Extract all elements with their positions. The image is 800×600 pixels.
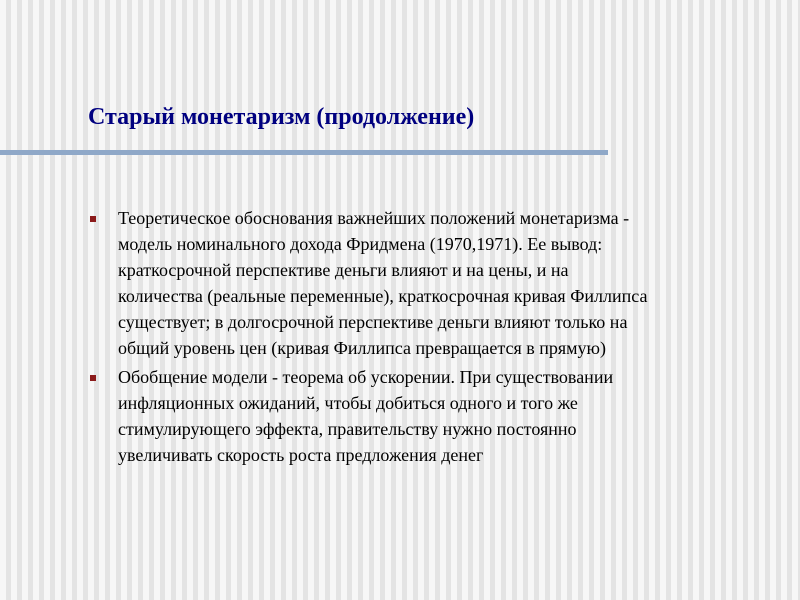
bullet-line: модель номинального дохода Фридмена (1970,1971). Ее вывод: — [118, 234, 603, 254]
bullet-line: инфляционных ожиданий, чтобы добиться одного и того же — [118, 393, 578, 413]
title-underline-rule — [0, 150, 608, 155]
bullet-item — [88, 364, 768, 468]
bullet-line: существует; в долгосрочной перспективе деньги влияют только на — [118, 312, 628, 332]
bullet-line: общий уровень цен (кривая Филлипса превращается в прямую) — [118, 338, 606, 358]
square-bullet-icon — [88, 205, 118, 231]
bullet-list — [88, 205, 768, 471]
bullet-line: стимулирующего эффекта, правительству нужно постоянно — [118, 419, 577, 439]
bullet-line: Обобщение модели - теорема об ускорении. При существовании — [118, 367, 614, 387]
bullet-text — [118, 205, 647, 361]
bullet-item — [88, 205, 768, 361]
bullet-line: количества (реальные переменные), краткосрочная кривая Филлипса — [118, 286, 648, 306]
bullet-line: Теоретическое обоснования важнейших положений монетаризма - — [118, 208, 630, 228]
square-bullet-icon — [88, 364, 118, 390]
bullet-line: краткосрочной перспективе деньги влияют и на цены, и на — [118, 260, 569, 280]
bullet-text — [118, 364, 613, 468]
bullet-line: увеличивать скорость роста предложения денег — [118, 445, 484, 465]
slide-title: Старый монетаризм (продолжение) — [88, 104, 475, 130]
